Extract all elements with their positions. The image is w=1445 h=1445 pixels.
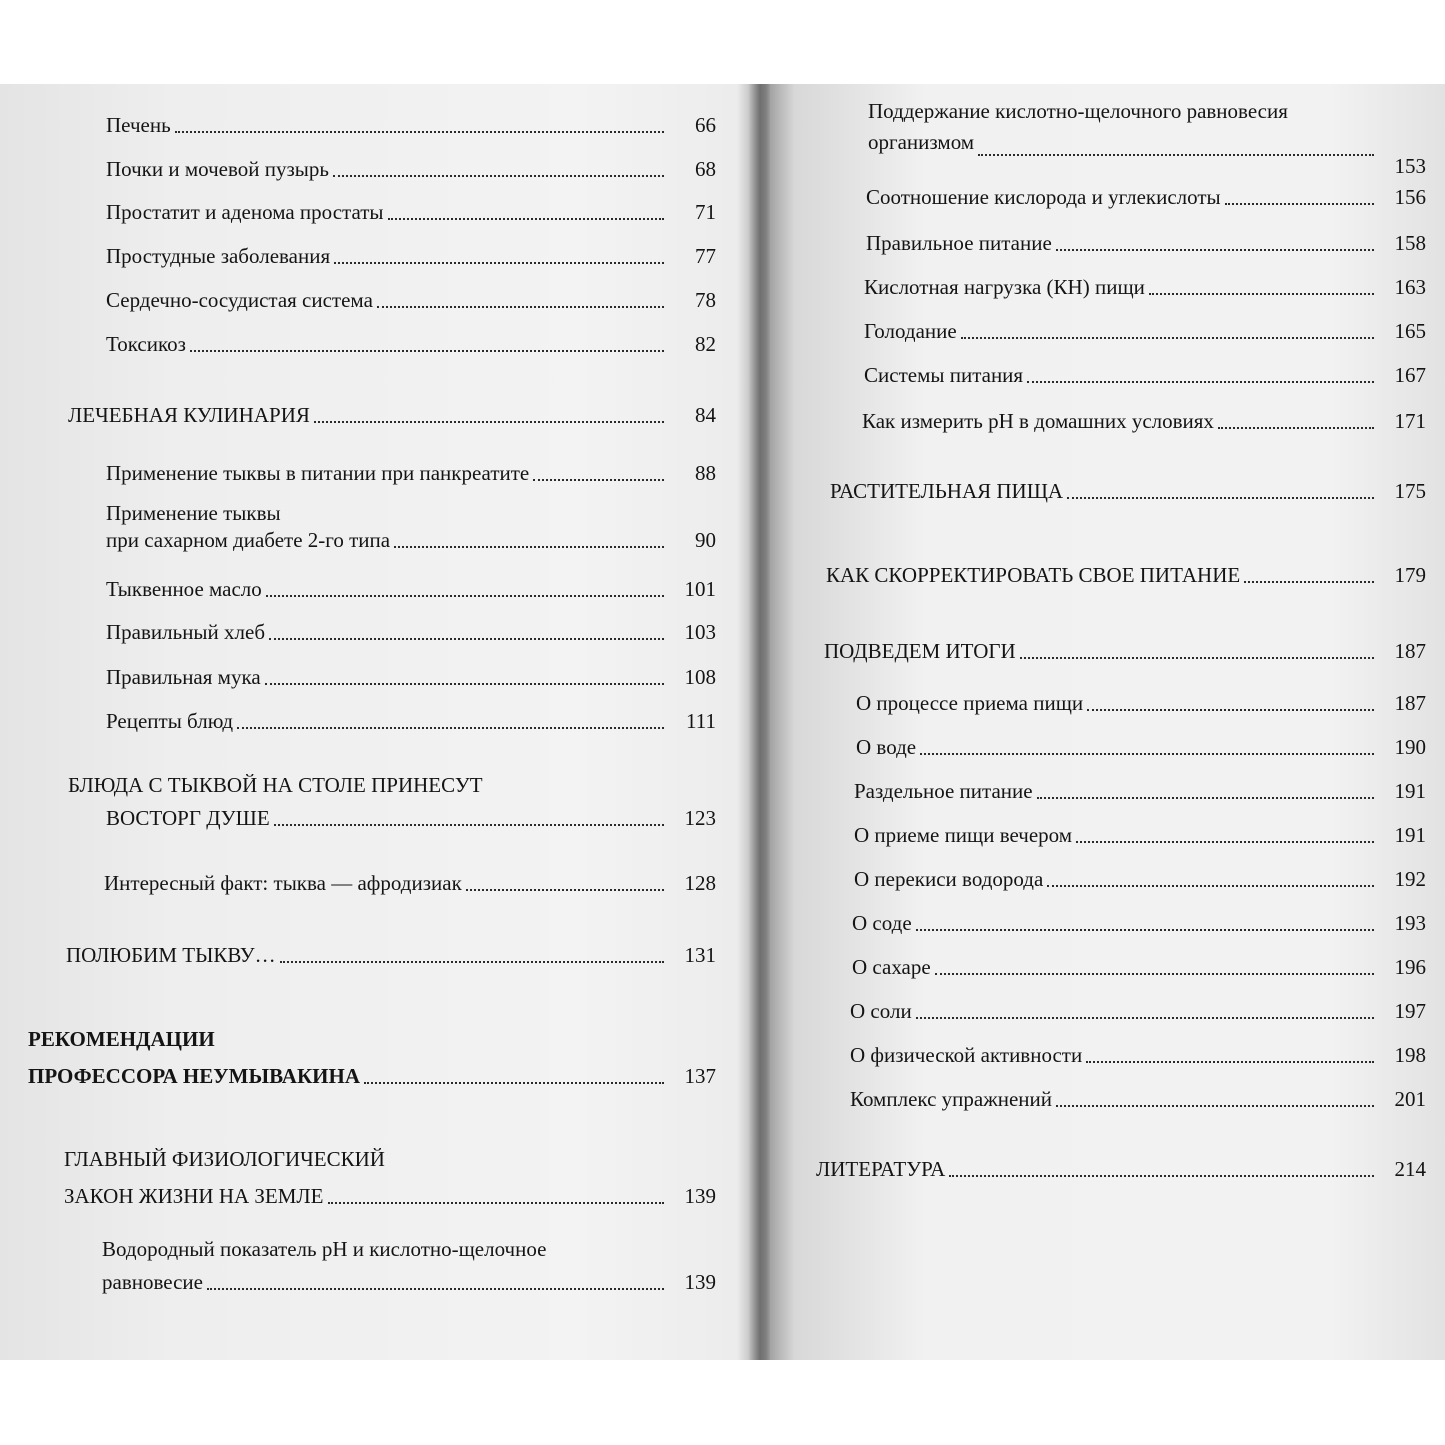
- toc-page-number: 179: [1394, 563, 1426, 587]
- toc-entry: [868, 98, 1426, 178]
- toc-entry-title: Сердечно-сосудистая система: [106, 288, 373, 312]
- toc-section: [816, 1156, 1426, 1183]
- toc-entry-title: О соде: [852, 911, 912, 935]
- toc-page-number: 192: [1394, 867, 1426, 891]
- leader-dots: [1149, 293, 1374, 295]
- toc-section-title: ПОДВЕДЕМ ИТОГИ: [824, 639, 1016, 663]
- toc-entry: [864, 274, 1426, 301]
- toc-entry-title: при сахарном диабете 2-го типа: [106, 528, 391, 552]
- leader-dots: [920, 753, 1374, 755]
- leader-dots: [314, 421, 664, 423]
- toc-entry-title: Простудные заболевания: [106, 244, 331, 268]
- toc-section: [68, 772, 716, 832]
- toc-entry: [106, 199, 716, 226]
- toc-section-title: ЗАКОН ЖИЗНИ НА ЗЕМЛЕ: [64, 1184, 324, 1208]
- leader-dots: [533, 479, 664, 481]
- toc-entry-title: Интересный факт: тыква — афродизиак: [104, 871, 462, 895]
- toc-entry-title: Раздельное питание: [854, 779, 1033, 803]
- toc-page-number: 128: [684, 871, 716, 895]
- toc-entry-title-line1: Водородный показатель pH и кислотно-щелочное: [102, 1237, 547, 1261]
- toc-entry-title: организмом: [868, 130, 975, 154]
- toc-entry-title: Системы питания: [864, 363, 1024, 387]
- toc-entry-title-line1: Применение тыквы: [106, 501, 281, 525]
- toc-entry-title: Как измерить pH в домашних условиях: [862, 409, 1214, 433]
- toc-entry: [866, 230, 1426, 257]
- toc-entry: [106, 619, 716, 646]
- toc-page-number: 187: [1394, 691, 1426, 715]
- toc-page-number: 171: [1394, 409, 1426, 433]
- toc-entry-title: Соотношение кислорода и углекислоты: [866, 185, 1221, 209]
- toc-page-number: 123: [684, 806, 716, 830]
- leader-dots: [190, 350, 664, 352]
- toc-page-number: 137: [684, 1064, 716, 1088]
- toc-page-number: 71: [695, 200, 716, 224]
- toc-entry: [106, 460, 716, 487]
- toc-page-number: 78: [695, 288, 716, 312]
- toc-page-number: 196: [1394, 955, 1426, 979]
- toc-page-number: 111: [686, 709, 716, 733]
- toc-page-number: 175: [1394, 479, 1426, 503]
- toc-entry: [854, 866, 1426, 893]
- toc-page-number: 165: [1394, 319, 1426, 343]
- leader-dots: [1087, 709, 1374, 711]
- leader-dots: [916, 1017, 1374, 1019]
- toc-section: [68, 402, 716, 429]
- toc-section-title: ЛЕЧЕБНАЯ КУЛИНАРИЯ: [68, 403, 310, 427]
- toc-entry-title: Комплекс упражнений: [850, 1087, 1052, 1111]
- leader-dots: [333, 175, 664, 177]
- toc-entry-title: О физической активности: [850, 1043, 1083, 1067]
- toc-entry: [864, 362, 1426, 389]
- toc-page-number: 156: [1394, 185, 1426, 209]
- toc-entry-title: О приеме пищи вечером: [854, 823, 1073, 847]
- toc-entry-title: Кислотная нагрузка (КН) пищи: [864, 275, 1145, 299]
- toc-section-title-line1: БЛЮДА С ТЫКВОЙ НА СТОЛЕ ПРИНЕСУТ: [68, 773, 483, 797]
- toc-entry: [106, 664, 716, 691]
- toc-page-number: 101: [684, 577, 716, 601]
- toc-section-title: ВОСТОРГ ДУШЕ: [106, 806, 270, 830]
- leader-dots: [1047, 885, 1374, 887]
- leader-dots: [388, 218, 664, 220]
- toc-section: [824, 638, 1426, 665]
- toc-entry-title: О процессе приема пищи: [856, 691, 1084, 715]
- leader-dots: [237, 727, 664, 729]
- leader-dots: [364, 1082, 664, 1084]
- toc-entry-title: Применение тыквы в питании при панкреатите: [106, 461, 530, 485]
- toc-entry: [106, 331, 716, 358]
- toc-entry-title: Правильный хлеб: [106, 620, 266, 644]
- toc-page-number: 88: [695, 461, 716, 485]
- leader-dots: [265, 683, 664, 685]
- toc-section-title: ПОЛЮБИМ ТЫКВУ…: [66, 943, 276, 967]
- leader-dots: [1056, 249, 1374, 251]
- toc-section-title-line1: ГЛАВНЫЙ ФИЗИОЛОГИЧЕСКИЙ: [64, 1147, 385, 1171]
- toc-entry: [856, 734, 1426, 761]
- leader-dots: [1218, 427, 1374, 429]
- toc-entry-title: Голодание: [864, 319, 957, 343]
- toc-page-number: 68: [695, 157, 716, 181]
- toc-section: [826, 562, 1426, 589]
- toc-page-number: 190: [1394, 735, 1426, 759]
- toc-entry: [106, 243, 716, 270]
- toc-page-number: 77: [695, 244, 716, 268]
- toc-entry-title: Рецепты блюд: [106, 709, 234, 733]
- toc-entry: [854, 822, 1426, 849]
- toc-entry: [850, 1042, 1426, 1069]
- leader-dots: [266, 595, 664, 597]
- toc-page-number: 139: [684, 1270, 716, 1294]
- toc-entry-title: Правильная мука: [106, 665, 261, 689]
- toc-entry: [850, 1086, 1426, 1113]
- leader-dots: [935, 973, 1374, 975]
- toc-page-number: 191: [1394, 779, 1426, 803]
- right-page: [770, 84, 1445, 1360]
- leader-dots: [961, 337, 1374, 339]
- toc-page-number: 66: [695, 113, 716, 137]
- leader-dots: [1020, 657, 1374, 659]
- toc-entry: [852, 910, 1426, 937]
- toc-page-number: 198: [1394, 1043, 1426, 1067]
- toc-section-title: ЛИТЕРАТУРА: [816, 1157, 946, 1181]
- leader-dots: [1076, 841, 1374, 843]
- leader-dots: [949, 1175, 1374, 1177]
- toc-entry-title: Токсикоз: [106, 332, 186, 356]
- book-gutter: [748, 84, 770, 1360]
- leader-dots: [207, 1288, 664, 1290]
- leader-dots: [1037, 797, 1374, 799]
- toc-entry: [106, 708, 716, 735]
- toc-entry: [106, 287, 716, 314]
- toc-page-number: 131: [684, 943, 716, 967]
- toc-entry: [850, 998, 1426, 1025]
- toc-page-number: 108: [684, 665, 716, 689]
- toc-entry-title: Правильное питание: [866, 231, 1052, 255]
- leader-dots: [394, 546, 664, 548]
- toc-section: [64, 1146, 716, 1210]
- leader-dots: [377, 306, 664, 308]
- toc-entry: [106, 500, 716, 554]
- toc-part-title: ПРОФЕССОРА НЕУМЫВАКИНА: [28, 1064, 361, 1088]
- toc-entry-title-line1: Поддержание кислотно-щелочного равновесия: [868, 99, 1288, 123]
- toc-entry-title: О воде: [856, 735, 917, 759]
- leader-dots: [328, 1202, 664, 1204]
- toc-entry-title: О сахаре: [852, 955, 931, 979]
- toc-entry-title: Простатит и аденома простаты: [106, 200, 384, 224]
- toc-page-number: 214: [1394, 1157, 1426, 1181]
- left-page: [0, 84, 748, 1360]
- leader-dots: [1027, 381, 1374, 383]
- toc-entry: [854, 778, 1426, 805]
- leader-dots: [1056, 1105, 1374, 1107]
- toc-page-number: 90: [695, 528, 716, 552]
- toc-page-number: 201: [1394, 1087, 1426, 1111]
- leader-dots: [1067, 497, 1374, 499]
- toc-entry: [104, 870, 716, 897]
- toc-entry: [106, 112, 716, 139]
- toc-page-number: 158: [1394, 231, 1426, 255]
- toc-entry: [862, 408, 1426, 435]
- leader-dots: [1244, 581, 1374, 583]
- toc-entry: [864, 318, 1426, 345]
- toc-section: [830, 478, 1426, 505]
- toc-section: [66, 942, 716, 969]
- toc-page-number: 139: [684, 1184, 716, 1208]
- leader-dots: [274, 824, 664, 826]
- toc-page-number: 153: [1394, 154, 1426, 178]
- toc-entry-title: равновесие: [102, 1270, 203, 1294]
- toc-part-title-line1: РЕКОМЕНДАЦИИ: [28, 1027, 215, 1051]
- toc-entry: [102, 1236, 716, 1296]
- toc-entry-title: Печень: [106, 113, 171, 137]
- leader-dots: [280, 961, 664, 963]
- toc-section-title: РАСТИТЕЛЬНАЯ ПИЩА: [830, 479, 1064, 503]
- toc-entry-title: О соли: [850, 999, 912, 1023]
- toc-part: [28, 1026, 716, 1090]
- leader-dots: [269, 638, 664, 640]
- toc-entry: [106, 156, 716, 183]
- toc-entry-title: Тыквенное масло: [106, 577, 262, 601]
- toc-entry-title: О перекиси водорода: [854, 867, 1044, 891]
- toc-page-number: 191: [1394, 823, 1426, 847]
- toc-entry: [856, 690, 1426, 717]
- toc-entry: [852, 954, 1426, 981]
- toc-page-number: 187: [1394, 639, 1426, 663]
- leader-dots: [1086, 1061, 1374, 1063]
- leader-dots: [1225, 203, 1374, 205]
- leader-dots: [916, 929, 1374, 931]
- leader-dots: [334, 262, 664, 264]
- leader-dots: [466, 889, 664, 891]
- toc-page-number: 197: [1394, 999, 1426, 1023]
- toc-page-number: 84: [695, 403, 716, 427]
- leader-dots: [978, 154, 1374, 156]
- toc-page-number: 103: [684, 620, 716, 644]
- leader-dots: [175, 131, 664, 133]
- toc-page-number: 163: [1394, 275, 1426, 299]
- toc-section-title: КАК СКОРРЕКТИРОВАТЬ СВОЕ ПИТАНИЕ: [826, 563, 1241, 587]
- toc-page-number: 193: [1394, 911, 1426, 935]
- toc-entry-title: Почки и мочевой пузырь: [106, 157, 329, 181]
- toc-page-number: 82: [695, 332, 716, 356]
- toc-entry: [106, 576, 716, 603]
- toc-entry: [866, 184, 1426, 211]
- toc-page-number: 167: [1394, 363, 1426, 387]
